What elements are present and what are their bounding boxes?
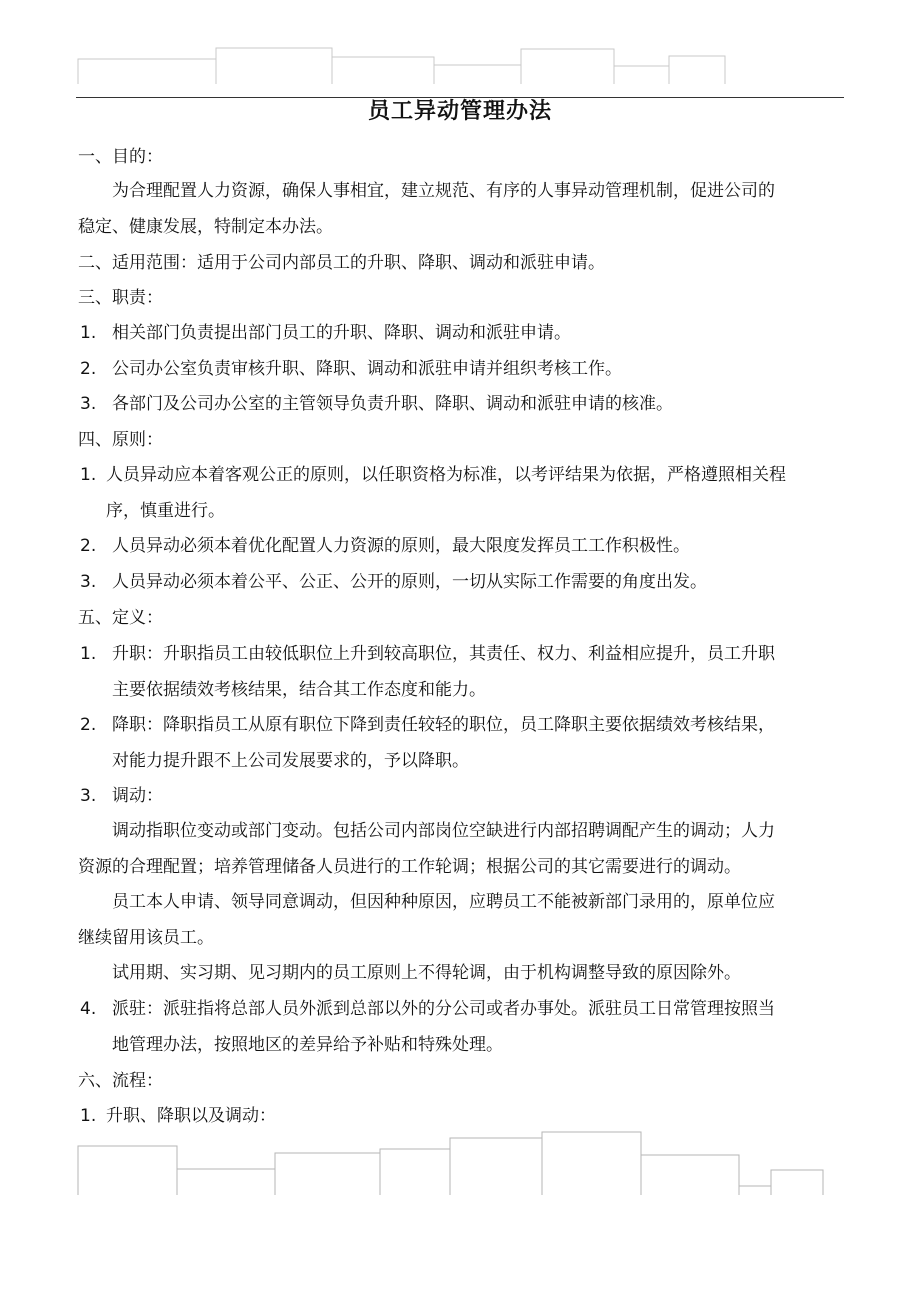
list-item: 人员异动应本着客观公正的原则，以任职资格为标准，以考评结果为依据，严格遵照相关程 [106,465,786,485]
section-heading-process: 六、流程： [78,1071,163,1091]
section-heading-duties: 三、职责： [78,288,163,308]
paragraph-line: 稳定、健康发展，特制定本办法。 [78,217,333,237]
list-number: 4. [80,999,97,1019]
list-item: 公司办公室负责审核升职、降职、调动和派驻申请并组织考核工作。 [112,359,622,379]
list-number: 3. [80,394,97,414]
list-item-continuation: 序，慎重进行。 [106,501,225,521]
paragraph-line: 资源的合理配置；培养管理储备人员进行的工作轮调；根据公司的其它需要进行的调动。 [78,857,741,877]
list-item: 相关部门负责提出部门员工的升职、降职、调动和派驻申请。 [112,323,571,343]
list-number: 3. [80,572,97,592]
section-heading-purpose: 一、目的： [78,147,163,167]
paragraph-line: 继续留用该员工。 [78,928,214,948]
list-number: 2. [80,715,97,735]
section-heading-principles: 四、原则： [78,430,163,450]
paragraph-line: 员工本人申请、领导同意调动，但因种种原因，应聘员工不能被新部门录用的，原单位应 [112,892,775,912]
list-number: 1. [80,465,97,485]
paragraph-line: 为合理配置人力资源，确保人事相宜，建立规范、有序的人事异动管理机制，促进公司的 [112,181,775,201]
list-number: 1. [80,323,97,343]
list-item: 派驻：派驻指将总部人员外派到总部以外的分公司或者办事处。派驻员工日常管理按照当 [112,999,775,1019]
page-title: 员工异动管理办法 [367,99,552,124]
list-number: 2. [80,359,97,379]
list-item: 调动： [112,786,163,806]
list-item: 各部门及公司办公室的主管领导负责升职、降职、调动和派驻申请的核准。 [112,394,673,414]
list-item: 降职：降职指员工从原有职位下降到责任较轻的职位，员工降职主要依据绩效考核结果， [112,715,775,735]
section-heading-definitions: 五、定义： [78,608,163,628]
section-heading-scope: 二、适用范围：适用于公司内部员工的升职、降职、调动和派驻申请。 [78,253,605,273]
list-number: 2. [80,536,97,556]
list-item: 升职、降职以及调动： [106,1106,276,1126]
list-item: 升职：升职指员工由较低职位上升到较高职位，其责任、权力、利益相应提升，员工升职 [112,644,775,664]
list-number: 1. [80,644,97,664]
list-item-continuation: 地管理办法，按照地区的差异给予补贴和特殊处理。 [112,1035,503,1055]
paragraph-line: 试用期、实习期、见习期内的员工原则上不得轮调，由于机构调整导致的原因除外。 [112,963,741,983]
list-item-continuation: 对能力提升跟不上公司发展要求的，予以降职。 [112,751,469,771]
list-item: 人员异动必须本着公平、公正、公开的原则，一切从实际工作需要的角度出发。 [112,572,707,592]
list-item: 人员异动必须本着优化配置人力资源的原则，最大限度发挥员工工作积极性。 [112,536,690,556]
paragraph-line: 调动指职位变动或部门变动。包括公司内部岗位空缺进行内部招聘调配产生的调动；人力 [112,821,775,841]
list-item-continuation: 主要依据绩效考核结果，结合其工作态度和能力。 [112,680,486,700]
list-number: 1. [80,1106,97,1126]
list-number: 3. [80,786,97,806]
